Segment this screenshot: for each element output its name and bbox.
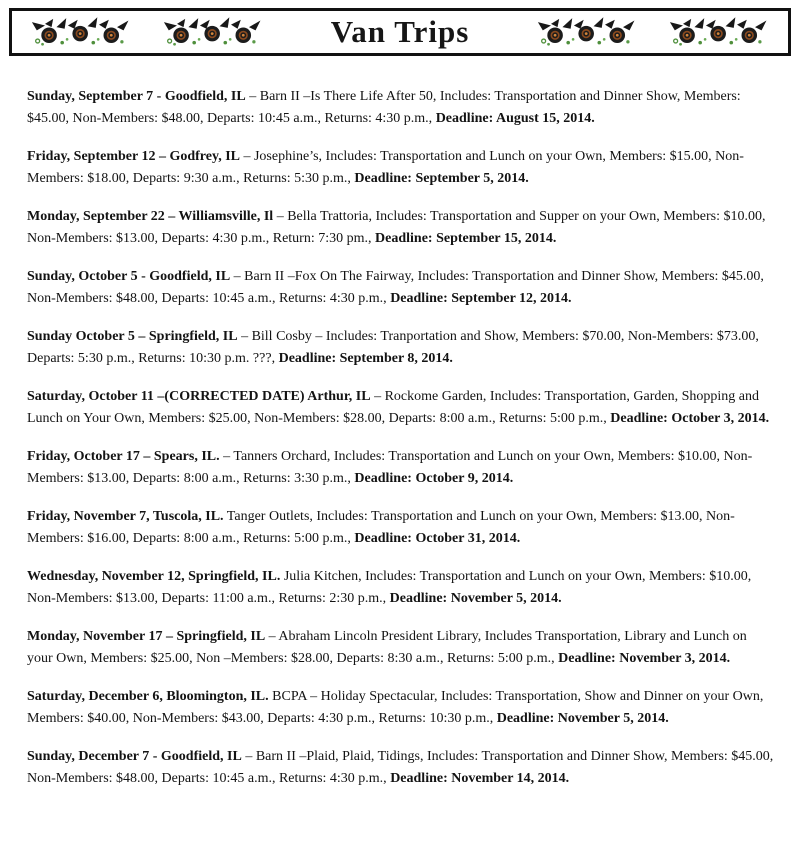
trip-entry-details: – Bella Trattoria, Includes: Transportation and Supper on your Own, Members: $10.00, Non-Members: $13.00, Departs: 4:30 p.m., Return: 7:30 pm., <box>27 209 766 246</box>
trip-entry-details: – Barn II –Fox On The Fairway, Includes: Transportation and Dinner Show, Members: $45.00, Non-Members: $48.00, Departs: 10:45 a.m., Returns: 4:30 p.m., <box>27 269 764 306</box>
trip-entry <box>27 626 775 670</box>
trip-entry <box>27 206 775 250</box>
roses-ornament-icon <box>534 14 640 50</box>
trip-entry-deadline: Deadline: November 14, 2014. <box>390 771 570 786</box>
page-title: Van Trips <box>330 14 470 49</box>
trip-entry-lead: Monday, September 22 – Williamsville, Il <box>27 209 274 224</box>
trip-entry-details: – Abraham Lincoln President Library, Includes Transportation, Library and Lunch on your Own, Members: $25.00, Non –Members: $28.00, Departs: 8:30 a.m., Returns: 5:00 p.m., <box>27 629 747 666</box>
trip-entry-details: – Josephine’s, Includes: Transportation and Lunch on your Own, Members: $15.00, Non-Members: $18.00, Departs: 9:30 a.m., Returns: 5:30 p.m., <box>27 149 744 186</box>
trip-entry-deadline: Deadline: September 15, 2014. <box>375 231 557 246</box>
trip-entry-details: Tanger Outlets, Includes: Transportation and Lunch on your Own, Members: $13.00, Non-Members: $16.00, Departs: 8:00 a.m., Returns: 5:00 p.m., <box>27 509 735 546</box>
trip-entry-deadline: Deadline: October 3, 2014. <box>610 411 770 426</box>
trip-entry <box>27 386 775 430</box>
trip-entry <box>27 266 775 310</box>
trip-entry <box>27 746 775 790</box>
trip-entry-details: – Bill Cosby – Includes: Tranportation and Show, Members: $70.00, Non-Members: $73.00, Departs: 5:30 p.m., Returns: 10:30 p.m. ???, <box>27 329 759 366</box>
trip-entry-deadline: Deadline: October 9, 2014. <box>354 471 514 486</box>
trip-entry-deadline: Deadline: November 3, 2014. <box>558 651 731 666</box>
trip-entry-deadline: Deadline: September 12, 2014. <box>390 291 572 306</box>
trip-list <box>0 56 800 790</box>
trip-entry-lead: Saturday, October 11 –(CORRECTED DATE) Arthur, IL <box>27 389 371 404</box>
trip-entry-details: – Tanners Orchard, Includes: Transportation and Lunch on your Own, Members: $10.00, Non-Members: $13.00, Departs: 8:00 a.m., Returns: 3:30 p.m., <box>27 449 753 486</box>
trip-entry-lead: Friday, September 12 – Godfrey, IL <box>27 149 240 164</box>
trip-entry-deadline: Deadline: August 15, 2014. <box>435 111 595 126</box>
trip-entry-lead: Wednesday, November 12, Springfield, IL. <box>27 569 281 584</box>
trip-entry-details: Julia Kitchen, Includes: Transportation and Lunch on your Own, Members: $10.00, Non-Members: $13.00, Departs: 11:00 a.m., Returns: 2:30 p.m., <box>27 569 752 606</box>
trip-entry <box>27 326 775 370</box>
trip-entry-lead: Friday, October 17 – Spears, IL. <box>27 449 220 464</box>
trip-entry-deadline: Deadline: November 5, 2014. <box>389 591 562 606</box>
trip-entry-details: – Barn II –Plaid, Plaid, Tidings, Includes: Transportation and Dinner Show, Members: $45.00, Non-Members: $48.00, Departs: 10:45 a.m., Returns: 4:30 p.m., <box>27 749 774 786</box>
trip-entry-lead: Sunday, September 7 - Goodfield, IL <box>27 89 246 104</box>
trip-entry <box>27 566 775 610</box>
trip-entry-lead: Sunday, December 7 - Goodfield, IL <box>27 749 242 764</box>
roses-ornament-icon <box>160 14 266 50</box>
roses-ornament-icon <box>28 14 134 50</box>
trip-entry-deadline: Deadline: November 5, 2014. <box>496 711 669 726</box>
trip-entry-lead: Monday, November 17 – Springfield, IL <box>27 629 266 644</box>
trip-entry-lead: Sunday October 5 – Springfield, IL <box>27 329 238 344</box>
trip-entry-deadline: Deadline: September 5, 2014. <box>354 171 529 186</box>
trip-entry-lead: Friday, November 7, Tuscola, IL. <box>27 509 224 524</box>
trip-entry-details: – Rockome Garden, Includes: Transportation, Garden, Shopping and Lunch on Your Own, Members: $25.00, Non-Members: $28.00, Departs: 8:00 a.m., Returns: 5:00 p.m., <box>27 389 760 426</box>
trip-entry <box>27 506 775 550</box>
trip-entry-details: BCPA – Holiday Spectacular, Includes: Transportation, Show and Dinner on your Own, Members: $40.00, Non-Members: $43.00, Departs: 4:30 p.m., Returns: 10:30 p.m., <box>27 689 764 726</box>
roses-ornament-icon <box>666 14 772 50</box>
trip-entry-details: – Barn II –Is There Life After 50, Includes: Transportation and Dinner Show, Members: $45.00, Non-Members: $48.00, Departs: 10:45 a.m., Returns: 4:30 p.m., <box>27 89 741 126</box>
trip-entry <box>27 446 775 490</box>
trip-entry-deadline: Deadline: October 31, 2014. <box>354 531 521 546</box>
trip-entry-lead: Sunday, October 5 - Goodfield, IL <box>27 269 231 284</box>
trip-entry-lead: Saturday, December 6, Bloomington, IL. <box>27 689 269 704</box>
right-ornaments <box>534 14 772 50</box>
trip-entry-deadline: Deadline: September 8, 2014. <box>278 351 453 366</box>
left-ornaments <box>28 14 266 50</box>
trip-entry <box>27 146 775 190</box>
trip-entry <box>27 86 775 130</box>
header-banner <box>9 8 791 56</box>
trip-entry <box>27 686 775 730</box>
